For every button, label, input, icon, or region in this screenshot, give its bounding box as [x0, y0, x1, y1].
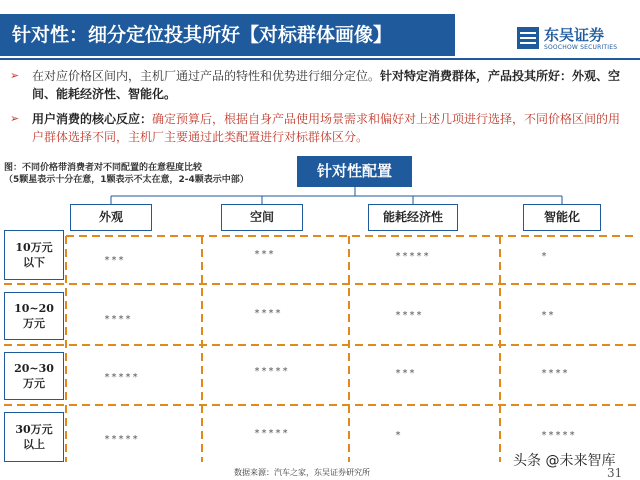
config-header-box: 针对性配置 — [297, 156, 412, 187]
row-header-under-100k — [4, 230, 64, 280]
row-label: 10万元以下 — [15, 241, 53, 269]
page-number: 31 — [607, 466, 623, 480]
bullet-2-seg-1: 用户消费的核心反应： — [32, 112, 153, 126]
column-header-efficiency: 能耗经济性 — [368, 204, 458, 231]
rating-cell: *** — [395, 368, 417, 379]
rating-cell: * — [541, 251, 549, 262]
rating-cell: **** — [254, 308, 283, 319]
rating-cell: ** — [541, 310, 556, 321]
page-title: 针对性：细分定位投其所好【对标群体画像】 — [0, 14, 455, 56]
rating-cell: ***** — [254, 428, 290, 439]
row-header-100k-200k — [4, 292, 64, 340]
bullet-1-seg-2: 针对特定消费群体，产品投其所好：外观、空间、能耗经济性、智能化。 — [32, 69, 621, 101]
bullet-1-seg-1: 在对应价格区间内，主机厂通过产品的特性和优势进行细分定位。 — [32, 69, 381, 83]
row-header-over-300k — [4, 412, 64, 462]
row-label: 20~30万元 — [14, 362, 54, 390]
rating-cell: **** — [104, 314, 133, 325]
rating-cell: **** — [541, 368, 570, 379]
column-header-space: 空间 — [221, 204, 303, 231]
rating-cell: ***** — [254, 366, 290, 377]
data-source: 数据来源：汽车之家，东吴证券研究所 — [234, 468, 370, 477]
column-header-exterior: 外观 — [70, 204, 152, 231]
rating-cell: ***** — [104, 372, 140, 383]
rating-cell: **** — [395, 310, 424, 321]
arrow-bullet-icon: ➢ — [10, 112, 20, 125]
caption-line-2: （5颗星表示十分在意，1颗表示不太在意，2-4颗表示中部） — [4, 175, 249, 185]
watermark: 头条 @未来智库 — [513, 453, 616, 469]
bullet-2-seg-2: 确定预算后，根据自身产品使用场景需求和偏好对上述几项进行选择，不同价格区间的用户群体选择不同，主机厂主要通过此类配置进行对标群体区分。 — [32, 112, 621, 144]
arrow-bullet-icon: ➢ — [10, 69, 20, 82]
logo-name-en: SOOCHOW SECURITIES — [544, 44, 618, 51]
rating-cell: * — [395, 430, 403, 441]
row-label: 30万元以上 — [15, 423, 53, 451]
rating-cell: *** — [254, 249, 276, 260]
row-label: 10~20万元 — [14, 302, 54, 330]
caption-line-1: 图：不同价格带消费者对不同配置的在意程度比较 — [4, 163, 203, 173]
logo-name-cn: 东吴证券 — [544, 26, 605, 44]
rating-cell: ***** — [541, 430, 577, 441]
row-header-200k-300k — [4, 352, 64, 400]
rating-cell: *** — [104, 255, 126, 266]
rating-cell: ***** — [104, 434, 140, 445]
rating-cell: ***** — [395, 251, 431, 262]
column-header-intelligence: 智能化 — [523, 204, 601, 231]
